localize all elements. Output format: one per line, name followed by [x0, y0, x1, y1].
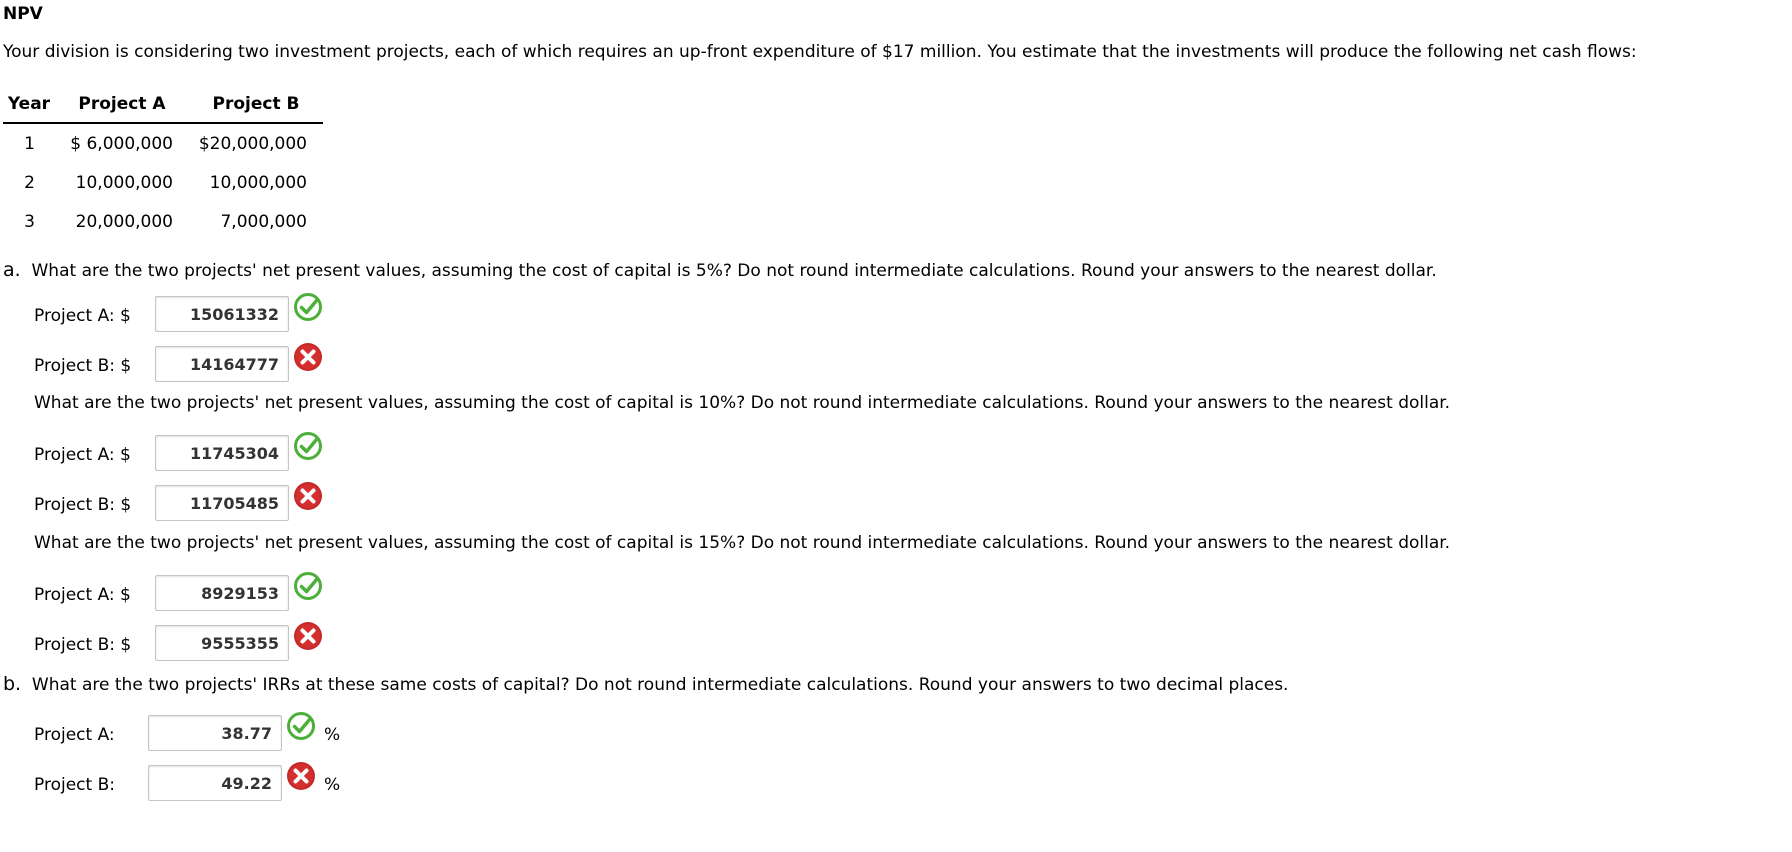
project-b-cell: 7,000,000 — [220, 211, 307, 232]
column-header-year: Year — [3, 92, 55, 123]
part-a-question-5pct — [3, 259, 1437, 281]
project-a-cell: $ 6,000,000 — [70, 133, 173, 154]
label-project-a-5pct: Project A: $ — [34, 306, 131, 326]
problem-statement: Your division is considering two investment projects, each of which requires an up-front expenditure of $17 million. You estimate that the investments will produce the following net cash flows: — [3, 42, 1637, 62]
label-project-a-10pct: Project A: $ — [34, 445, 131, 465]
table-row — [3, 202, 323, 241]
label-irr-project-a: Project A: — [34, 725, 115, 745]
answer-irr-project-b[interactable]: 49.22 — [148, 765, 282, 801]
x-circle-icon — [293, 621, 323, 651]
year-cell: 3 — [24, 211, 35, 232]
answer-project-b-10pct[interactable]: 11705485 — [155, 485, 289, 521]
table-row — [3, 123, 323, 163]
part-b-letter: b. — [3, 673, 22, 695]
project-b-cell: 10,000,000 — [209, 172, 307, 193]
label-project-b-5pct: Project B: $ — [34, 356, 132, 376]
part-a-letter: a. — [3, 259, 21, 281]
column-header-project-b: Project B — [189, 92, 323, 123]
x-circle-icon — [293, 342, 323, 372]
year-cell: 2 — [24, 172, 35, 193]
part-b-question — [3, 673, 1288, 695]
table-row — [3, 163, 323, 202]
answer-project-a-5pct[interactable]: 15061332 — [155, 296, 289, 332]
part-a-question-10pct: What are the two projects' net present values, assuming the cost of capital is 10%? Do not round intermediate calculations. Round your answers to the nearest dollar. — [34, 393, 1451, 413]
check-circle-icon — [293, 292, 323, 322]
part-b-question-text: What are the two projects' IRRs at these same costs of capital? Do not round intermediate calculations. Round your answers to two decimal places. — [31, 675, 1289, 695]
page-title: NPV — [3, 4, 43, 24]
project-a-cell: 10,000,000 — [75, 172, 173, 193]
table-header-row — [3, 92, 323, 123]
year-cell: 1 — [24, 133, 35, 154]
label-irr-project-b: Project B: — [34, 775, 115, 795]
label-project-a-15pct: Project A: $ — [34, 585, 131, 605]
check-circle-icon — [293, 571, 323, 601]
cash-flow-table — [3, 92, 323, 241]
project-a-cell: 20,000,000 — [75, 211, 173, 232]
percent-unit-a: % — [324, 725, 341, 745]
project-b-cell: $20,000,000 — [198, 133, 307, 154]
label-project-b-10pct: Project B: $ — [34, 495, 132, 515]
part-a-question-5pct-text: What are the two projects' net present values, assuming the cost of capital is 5%? Do not round intermediate calculations. Round your answers to the nearest dollar. — [31, 261, 1437, 281]
label-project-b-15pct: Project B: $ — [34, 635, 132, 655]
answer-irr-project-a[interactable]: 38.77 — [148, 715, 282, 751]
x-circle-icon — [286, 761, 316, 791]
check-circle-icon — [286, 711, 316, 741]
check-circle-icon — [293, 431, 323, 461]
answer-project-b-15pct[interactable]: 9555355 — [155, 625, 289, 661]
answer-project-a-10pct[interactable]: 11745304 — [155, 435, 289, 471]
percent-unit-b: % — [324, 775, 341, 795]
answer-project-a-15pct[interactable]: 8929153 — [155, 575, 289, 611]
part-a-question-15pct: What are the two projects' net present values, assuming the cost of capital is 15%? Do not round intermediate calculations. Round your answers to the nearest dollar. — [34, 533, 1451, 553]
answer-project-b-5pct[interactable]: 14164777 — [155, 346, 289, 382]
x-circle-icon — [293, 481, 323, 511]
column-header-project-a: Project A — [55, 92, 189, 123]
